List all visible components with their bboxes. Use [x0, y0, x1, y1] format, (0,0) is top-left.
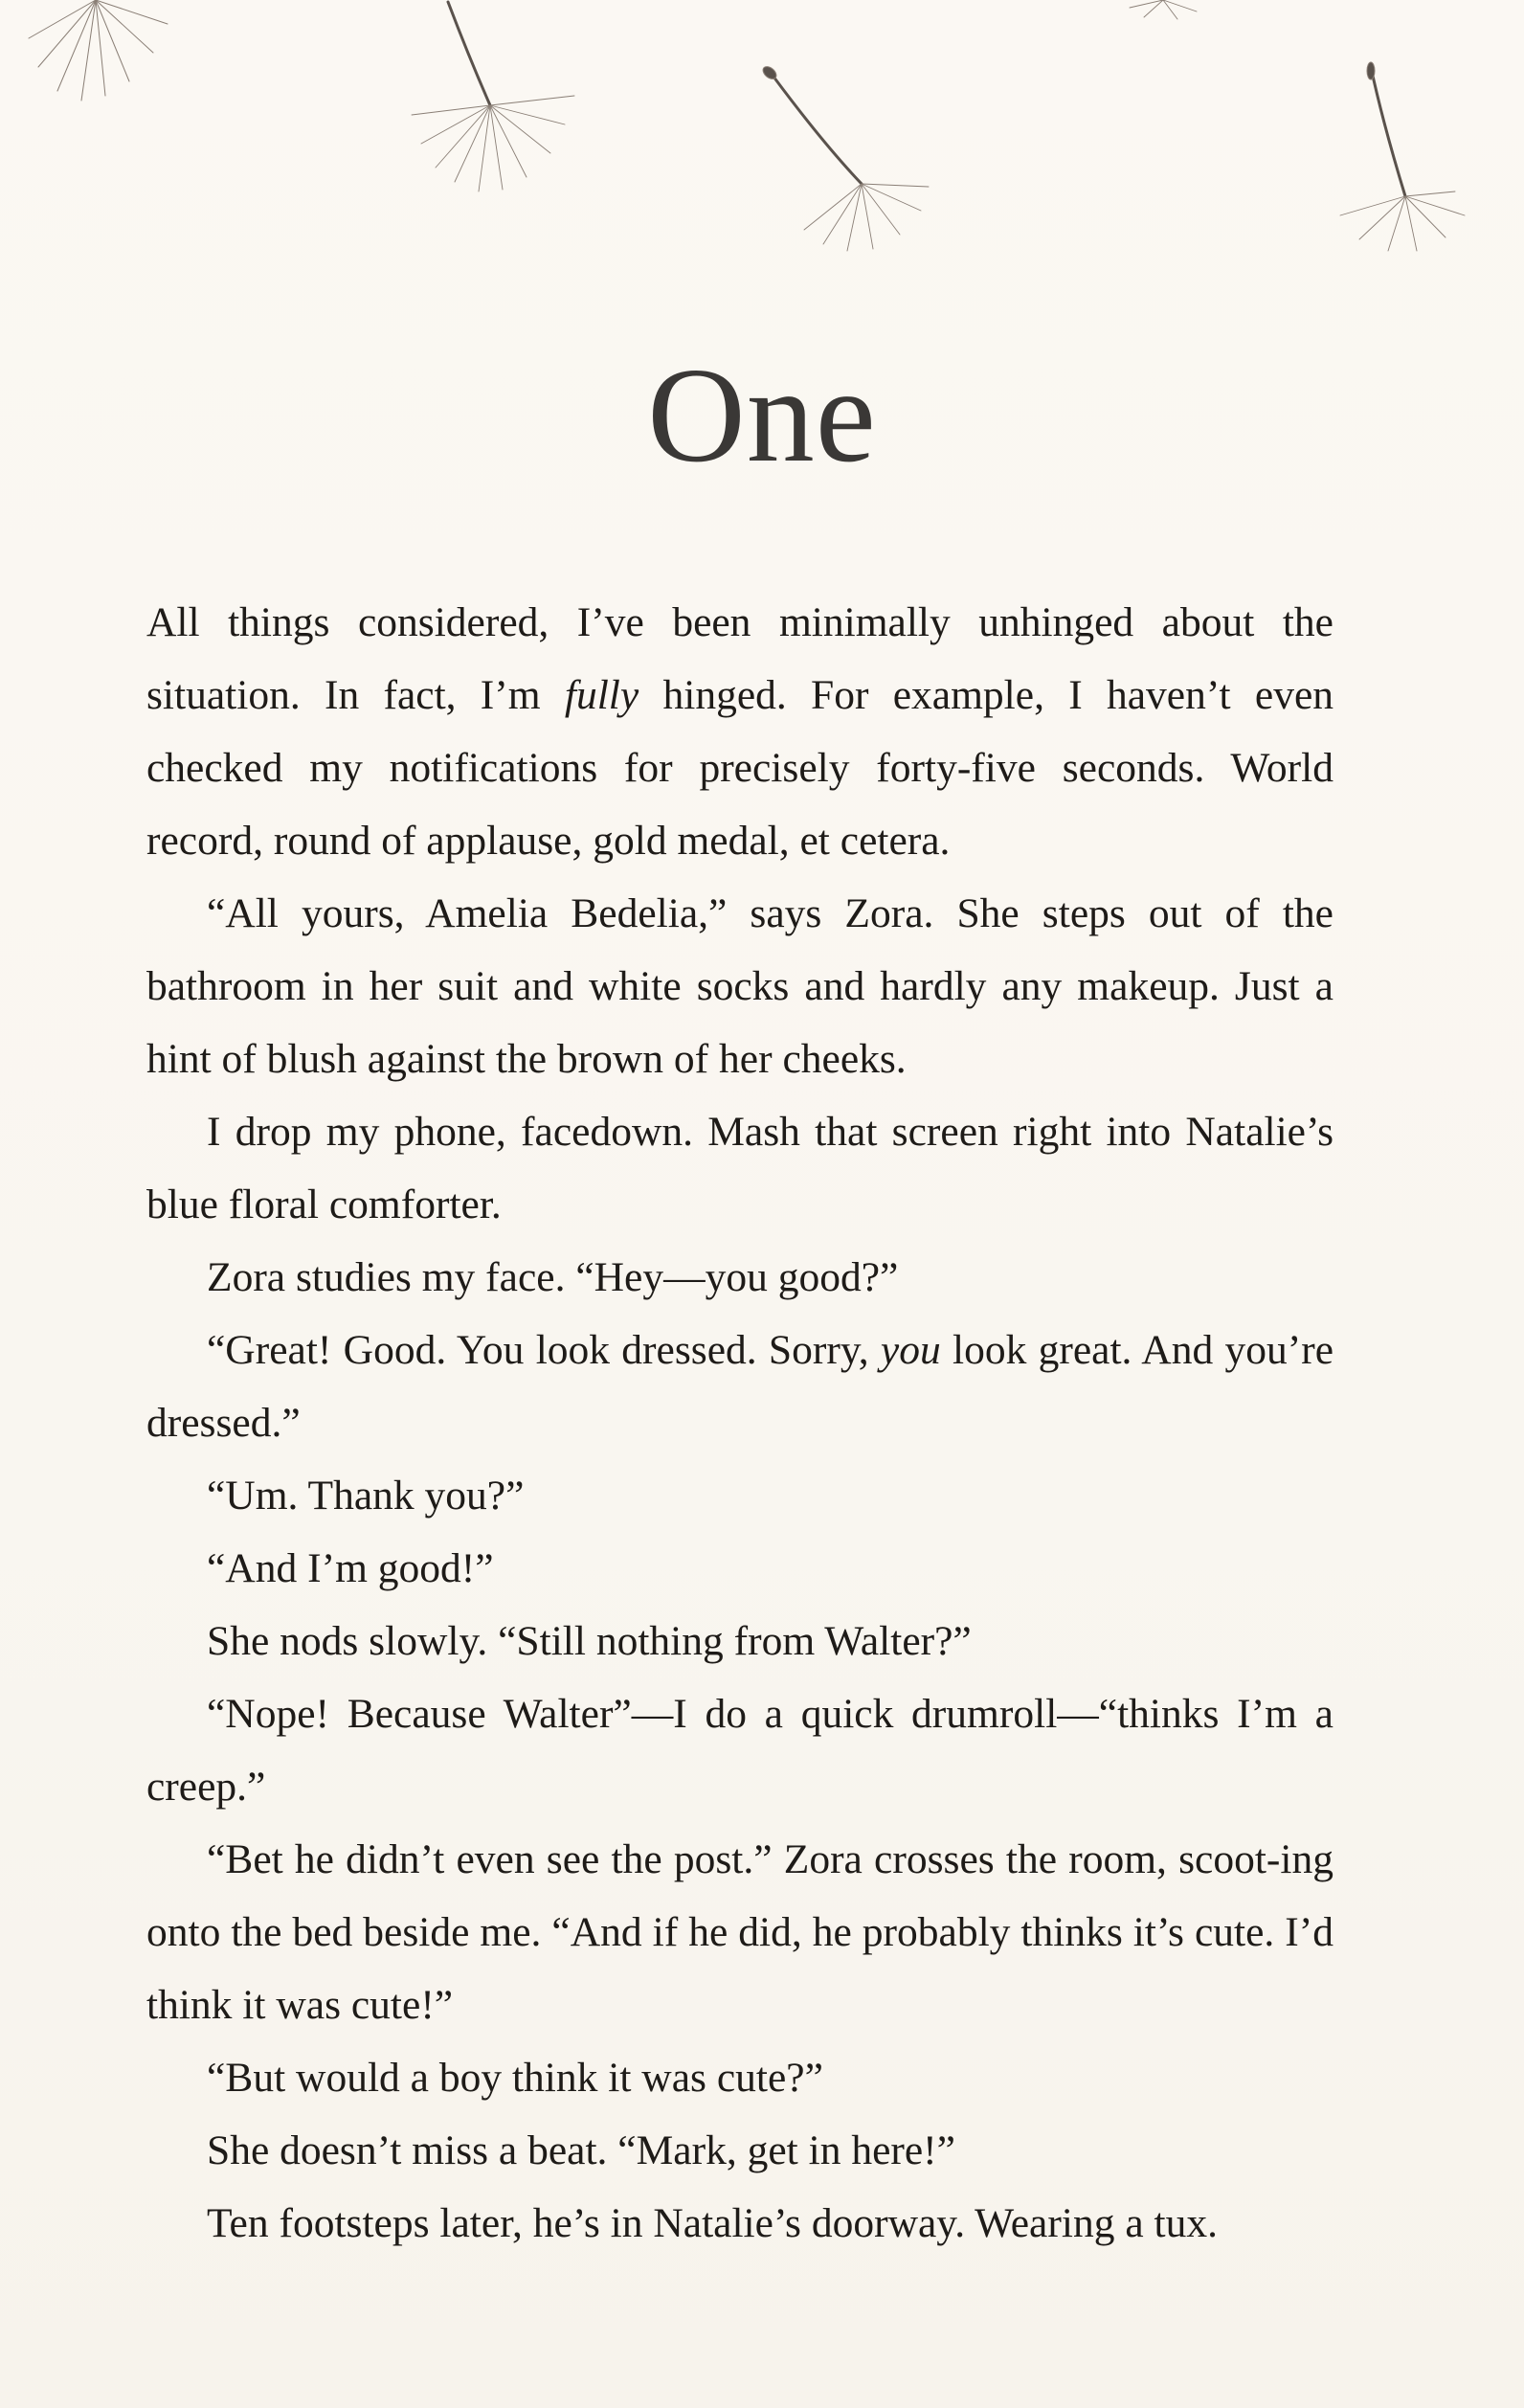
paragraph: Ten footsteps later, he’s in Natalie’s doorway. Wearing a tux.: [207, 2200, 1218, 2246]
paragraph: All things considered, I’ve been minimally unhinged about the situation. In fact, I’m fully hinged. For example, I haven’t even checked my notifications for precisely forty-five seconds. World record, round of applause, gold medal, et cetera.: [146, 599, 1334, 864]
paragraph: “Bet he didn’t even see the post.” Zora crosses the room, scoot-ing onto the bed beside me. “And if he did, he probably thinks it’s cute. I’d think it was cute!”: [146, 1836, 1334, 2028]
chapter-title: One: [647, 339, 877, 490]
paragraph: “Um. Thank you?”: [207, 1473, 525, 1519]
paragraph: Zora studies my face. “Hey—you good?”: [207, 1254, 899, 1300]
seed-4: [1340, 62, 1465, 251]
emphasis: you: [880, 1327, 941, 1373]
seed-top-right-partial: [1130, 0, 1197, 19]
paragraph: She nods slowly. “Still nothing from Walter?”: [207, 1618, 972, 1664]
paragraph: “All yours, Amelia Bedelia,” says Zora. She steps out of the bathroom in her suit and white socks and hardly any makeup. Just a hint of blush against the brown of her cheeks.: [146, 890, 1334, 1082]
seed-top-left: [29, 0, 168, 101]
paragraph: “Great! Good. You look dressed. Sorry, you look great. And you’re dressed.”: [146, 1327, 1334, 1446]
paragraph: “Nope! Because Walter”—I do a quick drumroll—“thinks I’m a creep.”: [146, 1691, 1334, 1810]
paragraph: “But would a boy think it was cute?”: [207, 2055, 823, 2101]
chapter-body: [146, 586, 1334, 2260]
paragraph: She doesn’t miss a beat. “Mark, get in here!”: [207, 2127, 955, 2173]
emphasis: fully: [564, 672, 639, 718]
paragraph: “And I’m good!”: [207, 1545, 494, 1591]
seed-2: [412, 2, 574, 191]
paragraph: I drop my phone, facedown. Mash that screen right into Natalie’s blue floral comforter.: [146, 1109, 1334, 1227]
dandelion-seeds-icon: [0, 0, 1524, 268]
seed-3: [761, 64, 929, 251]
